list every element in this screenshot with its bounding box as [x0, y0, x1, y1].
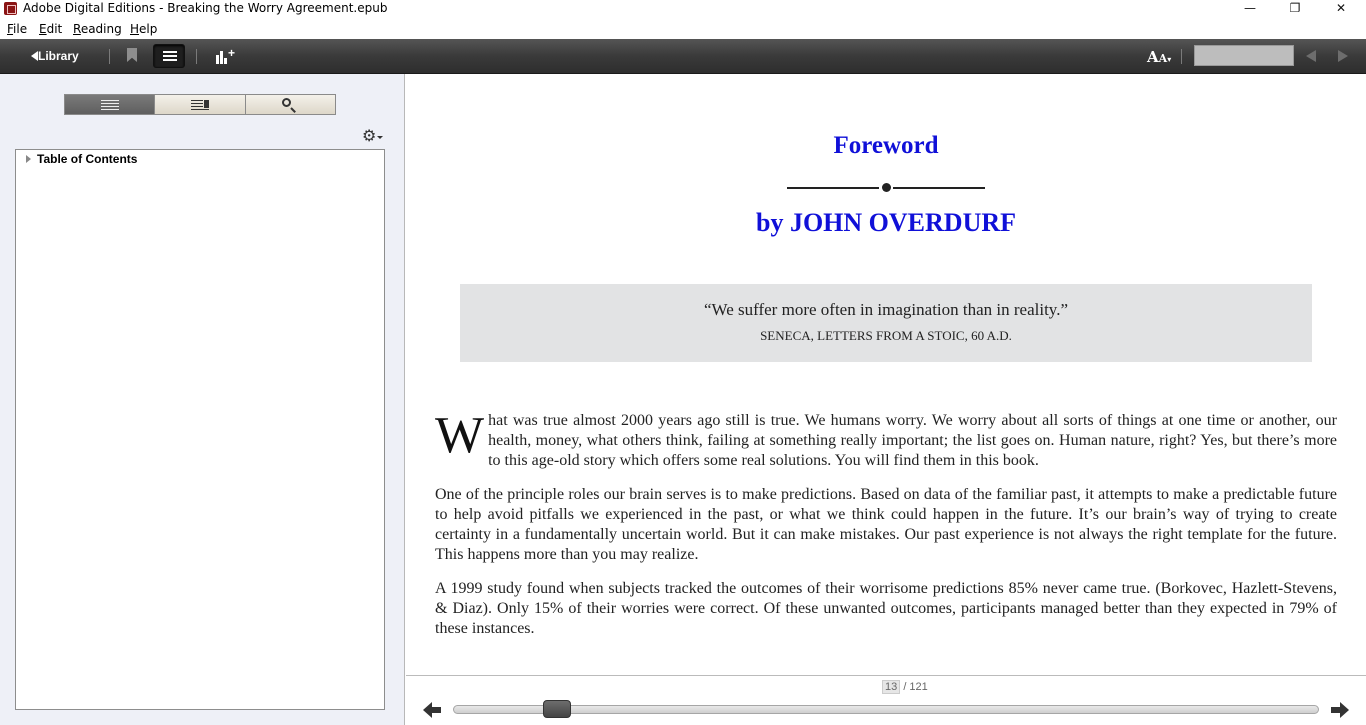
- menu-reading[interactable]: Reading: [73, 22, 122, 36]
- list-icon-line: [101, 109, 119, 110]
- expand-triangle-icon[interactable]: [26, 155, 31, 163]
- sidebar: [0, 74, 405, 725]
- list-icon-line: [191, 106, 203, 107]
- gear-icon[interactable]: ⚙: [362, 126, 377, 145]
- chevron-down-icon: ▾: [1167, 54, 1172, 64]
- toolbar: [0, 39, 1366, 74]
- ornament-divider: [787, 183, 985, 193]
- stats-bar: [220, 51, 223, 64]
- list-icon-line: [101, 100, 119, 101]
- total-pages: / 121: [903, 681, 928, 693]
- toc-root-item[interactable]: Table of Contents: [37, 152, 138, 166]
- app-icon: [4, 2, 17, 15]
- tab-search[interactable]: [246, 95, 335, 114]
- previous-page-icon[interactable]: [1306, 50, 1316, 62]
- menu-edit[interactable]: Edit: [39, 22, 63, 36]
- font-size-small-a: A: [1158, 52, 1168, 65]
- bookmark-flag: [204, 100, 209, 108]
- stats-bar: [224, 58, 227, 64]
- stats-bar: [216, 55, 219, 64]
- plus-icon: +: [228, 46, 236, 60]
- toolbar-divider: [1181, 49, 1182, 64]
- font-size-button[interactable]: [1147, 48, 1171, 66]
- chevron-down-icon: [377, 136, 383, 139]
- list-icon: [101, 100, 119, 110]
- library-label: Library: [38, 49, 79, 63]
- epigraph-attribution: SENECA, LETTERS FROM A STOIC, 60 A.D.: [760, 328, 1012, 343]
- add-stats-icon[interactable]: [215, 48, 235, 64]
- chapter-title: Foreword: [833, 132, 939, 159]
- menu-file[interactable]: File: [7, 22, 28, 36]
- page-indicator: [882, 681, 928, 693]
- paragraph-1-text: hat was true almost 2000 years ago still is true. We humans worry. We worry about all sorts of things at one time or another, our health, money, what others think, failing at something really important; the list goes on. Human nature, right? Yes, but there’s more to this age-old story which offers some real solutions. You will find them in this book.: [488, 412, 1337, 469]
- forward-arrow-icon[interactable]: [1331, 702, 1349, 718]
- list-icon-line: [191, 109, 209, 110]
- ornament-line: [787, 187, 879, 189]
- tab-bookmarks[interactable]: [155, 95, 245, 114]
- bookmark-list-icon: [191, 100, 209, 110]
- minimize-button[interactable]: —: [1244, 1, 1256, 15]
- title-bar: [0, 0, 1366, 19]
- sidebar-tabs: [64, 94, 336, 115]
- menu-bar: [0, 19, 1366, 39]
- list-icon-line: [163, 59, 177, 61]
- font-size-large-a: A: [1147, 48, 1159, 66]
- epigraph-box: [460, 284, 1312, 362]
- toc-panel: [15, 149, 385, 710]
- page-slider-track[interactable]: [453, 705, 1319, 714]
- current-page[interactable]: 13: [882, 680, 900, 694]
- next-page-icon[interactable]: [1338, 50, 1348, 62]
- menu-help[interactable]: Help: [130, 22, 158, 36]
- ornament-dot: [882, 183, 891, 192]
- maximize-button[interactable]: ❐: [1289, 1, 1301, 15]
- page-slider-thumb[interactable]: [543, 700, 571, 718]
- search-icon: [282, 98, 291, 107]
- list-icon: [163, 51, 177, 53]
- back-arrow-icon[interactable]: [423, 702, 441, 718]
- toolbar-divider: [109, 49, 110, 64]
- drop-cap: W: [435, 407, 485, 464]
- toolbar-divider: [196, 49, 197, 64]
- body-paragraph: A 1999 study found when subjects tracked the outcomes of their worrisome predictions 85% never came true. (Borkovec, Hazlett-Stevens, & Diaz). Only 15% of their worries were correct. Of these unwanted outcomes, participants managed better than they expected in 79% of these instances.: [435, 580, 1337, 637]
- close-button[interactable]: ✕: [1335, 1, 1347, 15]
- reading-pane: [406, 74, 1366, 675]
- toc-toggle-button[interactable]: [153, 44, 185, 68]
- list-icon-line: [101, 103, 119, 104]
- window-title: Adobe Digital Editions - Breaking the Worry Agreement.epub: [23, 1, 388, 15]
- chapter-author: by JOHN OVERDURF: [755, 208, 1016, 237]
- tab-table-of-contents[interactable]: [65, 95, 155, 114]
- ornament-line: [893, 187, 985, 189]
- list-icon-line: [163, 55, 177, 57]
- body-paragraph: One of the principle roles our brain serves is to make predictions. Based on data of the familiar past, it attempts to make a predictable future to help avoid pitfalls we experienced in the past, or what we think could happen in the future. It’s our brain’s way of trying to create certainty in a fundamentally uncertain world. But it can make mistakes. Our past experience is not always the right template for the future. This happens more than you may realize.: [435, 486, 1337, 563]
- list-icon-line: [191, 103, 203, 104]
- page-navigation-bar: [406, 675, 1366, 725]
- body-paragraph: [435, 407, 1337, 471]
- page-go-to-input[interactable]: [1194, 45, 1294, 66]
- epigraph-quote: “We suffer more often in imagination than in reality.”: [703, 300, 1068, 319]
- list-icon-line: [101, 106, 119, 107]
- list-icon-line: [191, 100, 203, 101]
- bookmark-icon[interactable]: [127, 48, 137, 62]
- library-button[interactable]: [26, 46, 79, 66]
- chapter-body: [435, 407, 1337, 653]
